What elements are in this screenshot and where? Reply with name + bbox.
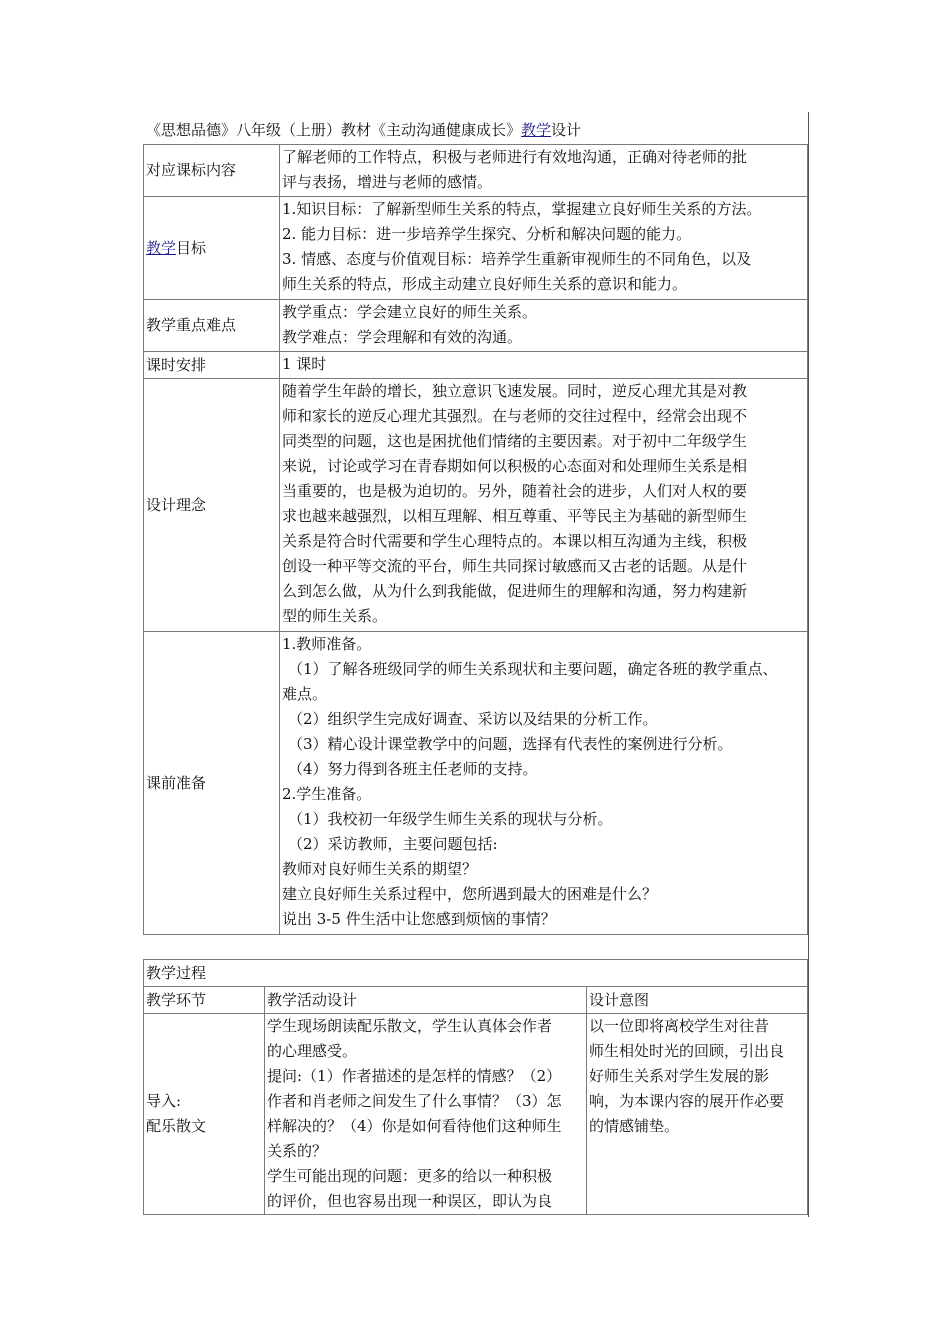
title-prefix: 《思想品德》八年级（上册）教材《主动沟通健康成长》 [146,121,522,139]
intro-activity: 学生现场朗读配乐散文，学生认真体会作者 的心理感受。 提问:（1）作者描述的是怎样的情感？（2） 作者和肖老师之间发生了什么事情？（3）怎 样解决的？（4）你是如何看待他们这种师生 关系的？ 学生可能出现的问题：更多的给以一种积极 的评价，但也容易出现一种误区，即认为良 [265,1014,587,1215]
row-keypoints [144,300,808,352]
process-columns-row [144,987,808,1014]
teaching-process-table [143,959,808,1215]
title-link[interactable]: 教学 [521,121,552,139]
row-goals [144,197,808,300]
col-stage: 教学环节 [144,987,265,1014]
intro-stage: 导入: 配乐散文 [144,1014,265,1215]
intro-intent: 以一位即将离校学生对往昔 师生相处时光的回顾，引出良 好师生关系对学生发展的影 响，为本课内容的展开作必要 的情感铺垫。 [587,1014,808,1215]
row-design [144,379,808,632]
label-keypoints: 教学重点难点 [144,300,280,352]
label-design: 设计理念 [144,379,280,632]
document-title [146,118,806,142]
row-hours [144,352,808,379]
row-prep [144,632,808,935]
col-activity: 教学活动设计 [265,987,587,1014]
content-goals: 1.知识目标：了解新型师生关系的特点，掌握建立良好师生关系的方法。 2. 能力目标：进一步培养学生探究、分析和解决问题的能力。 3. 情感、态度与价值观目标：培养学生重新审视师生的不同角色，以及 师生关系的特点，形成主动建立良好师生关系的意识和能力。 [280,197,808,300]
page-right-rule [808,112,809,1217]
label-prep: 课前准备 [144,632,280,935]
process-intro-row [144,1014,808,1215]
col-intent: 设计意图 [587,987,808,1014]
content-prep: 1.教师准备。 （1）了解各班级同学的师生关系现状和主要问题，确定各班的教学重点、 难点。 （2）组织学生完成好调查、采访以及结果的分析工作。 （3）精心设计课堂教学中的问题，选择有代表性的案例进行分析。 （4）努力得到各班主任老师的支持。 2.学生准备。 （1）我校初一年级学生师生关系的现状与分析。 （2）采访教师，主要问题包括: 教师对良好师生关系的期望？ 建立良好师生关系过程中，您所遇到最大的困难是什么？ 说出 3-5 件生活中让您感到烦恼的事情？ [280,632,808,935]
content-hours: 1 课时 [280,352,808,379]
content-design: 随着学生年龄的增长，独立意识飞速发展。同时，逆反心理尤其是对教 师和家长的逆反心理尤其强烈。在与老师的交往过程中，经常会出现不 同类型的问题，这也是困扰他们情绪的主要因素。对于初中二年级学生 来说，讨论或学习在青春期如何以积极的心态面对和处理师生关系是相 当重要的，也是极为迫切的。另外，随着社会的进步，人们对人权的要 求也越来越强烈，以相互理解、相互尊重、平等民主为基础的新型师生 关系是符合时代需要和学生心理特点的。本课以相互沟通为主线，积极 创设一种平等交流的平台，师生共同探讨敏感而又古老的话题。从是什 么到怎么做，从为什么到我能做，促进师生的理解和沟通，努力构建新 型的师生关系。 [280,379,808,632]
lesson-info-table [143,144,808,935]
title-suffix: 设计 [551,121,582,139]
content-keypoints: 教学重点：学会建立良好的师生关系。 教学难点：学会理解和有效的沟通。 [280,300,808,352]
content-standard: 了解老师的工作特点，积极与老师进行有效地沟通，正确对待老师的批 评与表扬，增进与老师的感情。 [280,145,808,197]
process-header: 教学过程 [144,960,808,987]
process-header-row [144,960,808,987]
label-goals: 教学目标 [144,197,280,300]
row-standard [144,145,808,197]
label-hours: 课时安排 [144,352,280,379]
label-standard: 对应课标内容 [144,145,280,197]
